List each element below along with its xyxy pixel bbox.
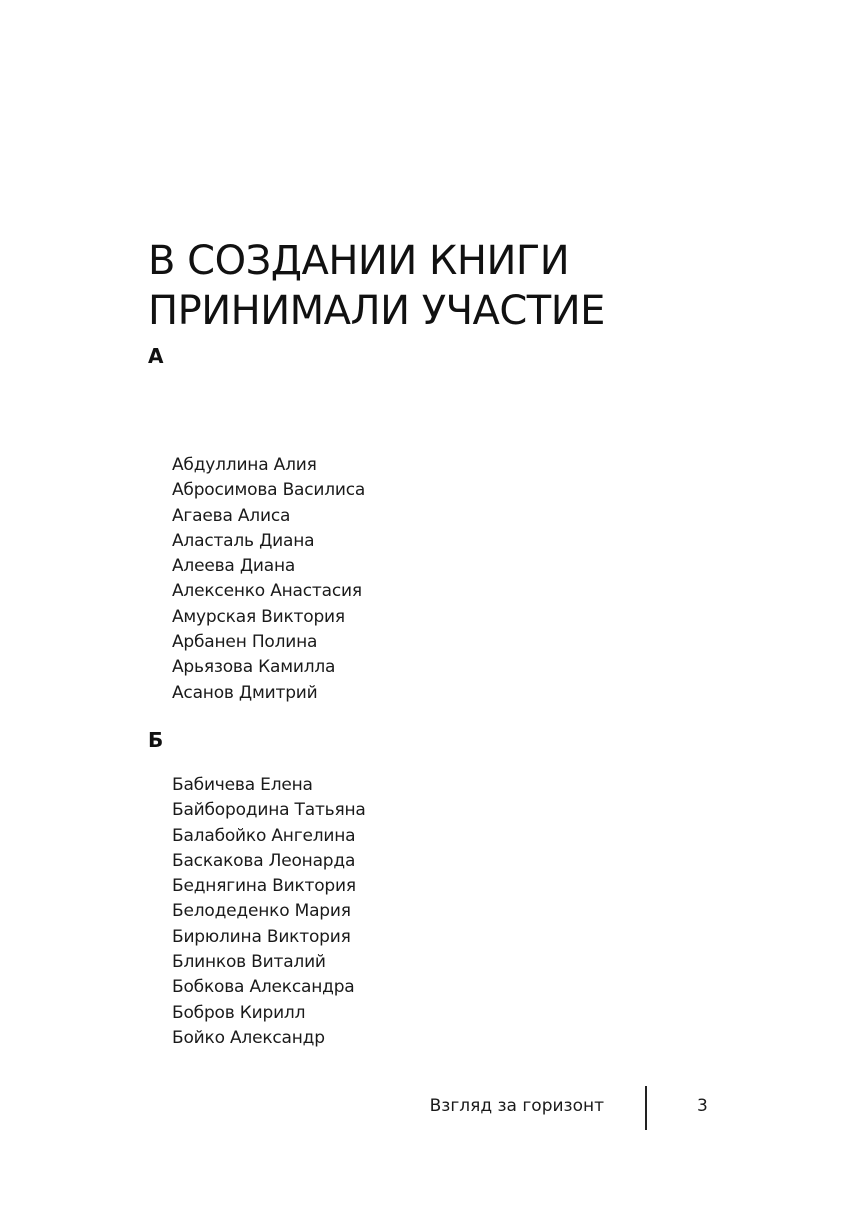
list-item: Бабичева Елена [172,775,313,795]
names-list-b [172,773,366,1051]
page-title-line-2: ПРИНИМАЛИ УЧАСТИЕ [148,288,605,334]
running-footer-title: Взгляд за горизонт [429,1096,604,1116]
list-item: Балабойко Ангелина [172,825,356,846]
list-item: Бирюлина Виктория [172,926,351,947]
list-item: Бобров Кирилл [172,1002,306,1023]
page-number: 3 [697,1096,708,1116]
names-list-a [172,453,365,706]
list-item: Бойко Александр [172,1027,325,1048]
list-item: Алеева Диана [172,556,296,577]
list-item: Аласталь Диана [172,530,315,551]
list-item: Асанов Дмитрий [172,682,318,703]
list-item: Арбанен Полина [172,632,318,653]
list-item: Алексенко Анастасия [172,581,362,602]
list-item: Блинков Виталий [172,952,326,973]
footer-divider [645,1086,647,1130]
section-letter-b: Б [148,728,164,752]
list-item: Амурская Виктория [172,606,345,627]
section-letter-a: А [148,344,164,368]
list-item: Абросимова Василиса [172,480,366,501]
page-title-line-1: В СОЗДАНИИ КНИГИ [148,238,570,284]
list-item: Арьязова Камилла [172,657,336,678]
page-title [148,236,605,336]
list-item: Баскакова Леонарда [172,850,356,871]
list-item: Бобкова Александра [172,977,355,998]
list-item: Беднягина Виктория [172,876,356,897]
list-item: Байбородина Татьяна [172,800,366,821]
list-item: Белодеденко Мария [172,901,351,922]
list-item: Абдуллина Алия [172,455,317,475]
list-item: Агаева Алиса [172,505,291,526]
